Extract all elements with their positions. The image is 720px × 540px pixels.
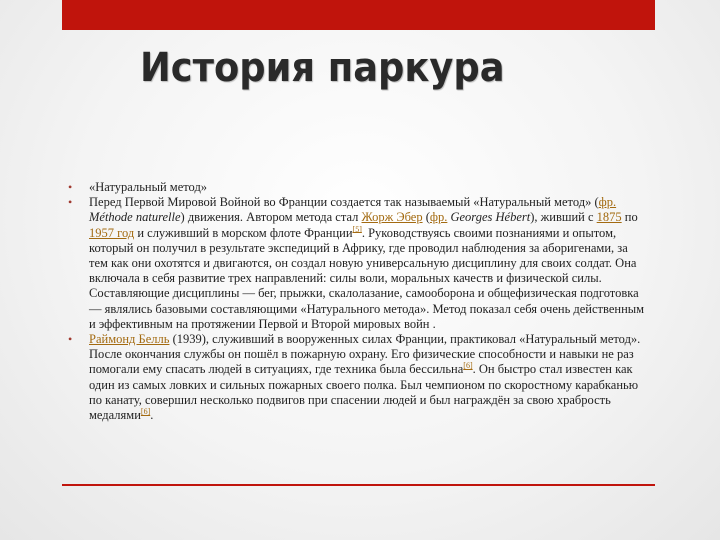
link-1875[interactable]: 1875: [596, 210, 622, 225]
link-raymond-belle[interactable]: Раймонд Белль: [89, 332, 170, 347]
link-fr[interactable]: фр.: [598, 195, 617, 210]
text-segment: .: [150, 408, 154, 423]
slide-title: История паркура: [140, 45, 505, 91]
text-segment: ), живший с: [530, 210, 597, 225]
text-segment: (1939), служивший в вооруженных силах Франции, практиковал «Натуральный метод». После окончания службы он пошёл в пожарную охрану. Его физические способности и навыки не раз помогали ему спасать людей в ситуациях, где техника была бессильна: [89, 332, 641, 377]
text-segment: по: [621, 210, 638, 225]
bullet-icon: •: [68, 332, 73, 347]
link-1957[interactable]: 1957 год: [89, 225, 135, 240]
italic-term: Méthode naturelle: [89, 210, 181, 225]
text-segment: Перед Первой Мировой Войной во Франции создается так называемый «Натуральный метод» (: [89, 195, 599, 210]
text-segment: . Руководствуясь своими познаниями и опытом, который он получил в результате экспедиций в Африку, где проводил наблюдения за аборигенами, за тем как они охотятся и двигаются, он создал новую универсальную дисциплину для своих солдат. Она включала в себя развитие трех направлений: силы воли, моральных качеств и физической силы. Составляющие дисциплины — бег, прыжки, скалолазание, самооборона и общефизическая подготовка — являлись базовыми составляющими «Натурального метода». Метод показал себя очень действенным и эффективным на протяжении Первой и Второй мировых войн .: [89, 225, 645, 331]
text-segment: ) движения. Автором метода стал: [180, 210, 362, 225]
text-segment: и служивший в морском флоте Франции: [134, 225, 353, 240]
italic-term: Georges Hébert: [450, 210, 531, 225]
link-georges-hebert[interactable]: Жорж Эбер: [361, 210, 423, 225]
footnote-link[interactable]: [5]: [352, 224, 362, 234]
footnote-link[interactable]: [6]: [463, 361, 473, 371]
bullet-icon: •: [68, 195, 73, 210]
bullet-item-2: [68, 195, 648, 332]
bottom-accent-line: [62, 484, 655, 486]
bullet-item-3: [68, 332, 648, 423]
link-fr[interactable]: фр.: [429, 210, 448, 225]
bullet-item-1: [68, 180, 648, 195]
bullet-1-text: «Натуральный метод»: [89, 180, 208, 194]
bullet-icon: •: [68, 180, 73, 194]
bullet-list: [68, 180, 648, 423]
top-accent-bar: [62, 0, 655, 30]
text-segment: (: [422, 210, 430, 225]
text-segment: . Он быстро стал известен как один из самых ловких и сильных пожарных своего полка. Был чемпионом по скоростному карабканью по канату, совершил несколько подвигов при спасении людей и был награждён за свою храбрость медалями: [89, 362, 639, 423]
footnote-link[interactable]: [6]: [140, 406, 151, 416]
slide-body: [68, 180, 648, 423]
